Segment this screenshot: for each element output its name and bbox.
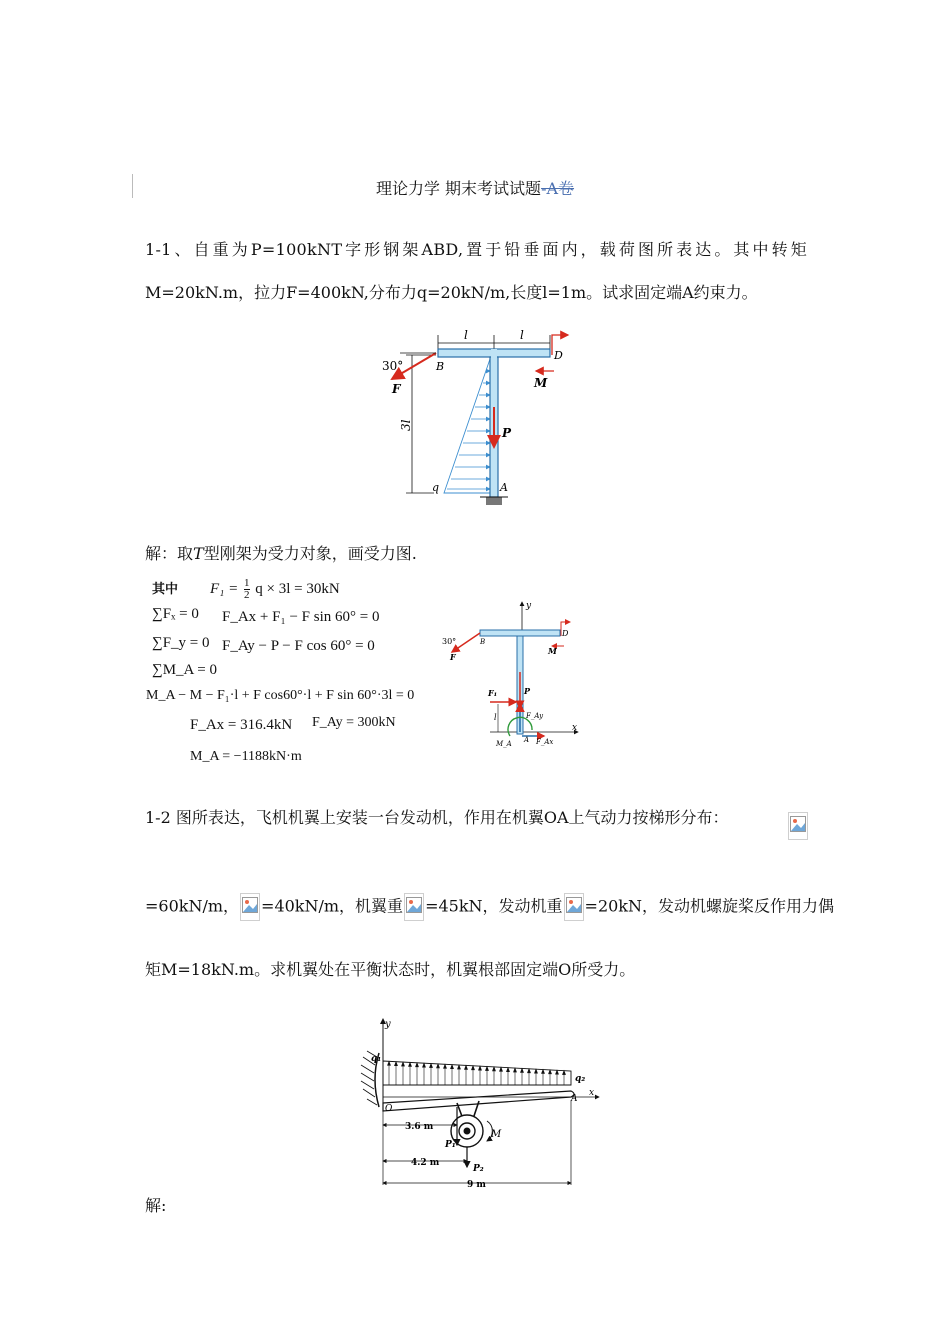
- load-arrow-head: [493, 1067, 496, 1071]
- label-q: q: [432, 481, 440, 494]
- wing-d2: 4.2 m: [411, 1158, 440, 1168]
- problem2-line2: =60kN/m， =40kN/m，机翼重 =45kN，发动机重 =20kN，发动机螺旋桨反作用力偶: [145, 893, 825, 921]
- label-angle: 30°: [382, 359, 404, 373]
- free-body-diagram: [440, 596, 586, 756]
- fbd-y: y: [526, 601, 532, 611]
- load-arrow-head: [423, 1063, 426, 1067]
- fbd-A: A: [524, 736, 530, 744]
- fbd-x: x: [572, 723, 578, 733]
- load-arrow-head: [416, 1063, 419, 1067]
- eq-f1: F₁ = $\frac{1}{2}$ q × 3l = 30kN: [210, 577, 340, 601]
- dim-3l: 3l: [399, 419, 413, 431]
- fbd-FAx: F_Ax: [536, 738, 554, 746]
- label-F: F: [392, 382, 401, 396]
- struck-text: -A卷: [541, 179, 575, 198]
- load-arrow-head: [514, 1068, 517, 1072]
- load-arrow-head: [549, 1070, 552, 1074]
- eq-fy: F_Ay − P − F cos 60° = 0: [222, 638, 375, 654]
- eq-moment: M_A − M − F₁·l + F cos60°·l + F sin 60°·3l = 0: [146, 688, 415, 703]
- t-frame-figure: [370, 325, 580, 517]
- solution2: 解:: [145, 1196, 167, 1215]
- load-arrow-head: [528, 1069, 531, 1073]
- wing-y: y: [385, 1019, 391, 1030]
- load-arrow-head: [535, 1069, 538, 1073]
- load-arrows: [388, 1061, 566, 1085]
- eq-sum-fy: ∑F_y = 0: [152, 635, 210, 651]
- eq-qizhong: 其中: [152, 582, 179, 597]
- fbd-FAy: F_Ay: [526, 712, 544, 720]
- load-arrow-head: [542, 1070, 545, 1074]
- wing-q1: q₁: [371, 1054, 382, 1064]
- load-arrow-head: [451, 1065, 454, 1069]
- dim-l2: l: [520, 328, 524, 342]
- eq-sum-ma: ∑M_A = 0: [152, 662, 217, 678]
- fbd-l: l: [494, 713, 497, 722]
- wing-figure: [355, 1015, 605, 1190]
- load-arrow-head: [402, 1062, 405, 1066]
- problem1-line1: 1-1、自重为P=100kNT字形钢架ABD,置于铅垂面内，载荷图所表达。其中转矩: [145, 240, 807, 259]
- eq-fx: F_Ax + F₁ − F sin 60° = 0: [222, 609, 380, 625]
- load-arrow-head: [430, 1064, 433, 1068]
- broken-image-icon: [240, 893, 260, 921]
- fbd-MA: M_A: [496, 740, 512, 748]
- load-arrow-head: [521, 1068, 524, 1072]
- broken-image-icon: [788, 812, 808, 840]
- load-arrow-head: [563, 1071, 566, 1075]
- fbd-D: D: [562, 629, 569, 638]
- wing-P2: P₂: [473, 1164, 484, 1174]
- label-D: D: [554, 349, 563, 362]
- load-arrow-head: [409, 1062, 412, 1066]
- fbd-F: F: [450, 652, 456, 662]
- load-arrow-head: [500, 1067, 503, 1071]
- problem2-line1: 1-2 图所表达，飞机机翼上安装一台发动机，作用在机翼OA上气动力按梯形分布：: [145, 808, 729, 827]
- load-arrow-head: [486, 1067, 489, 1071]
- eq-ma: M_A = −1188kN·m: [190, 749, 302, 764]
- fbd-M: M: [548, 646, 557, 656]
- eq-fay: F_Ay = 300kN: [312, 715, 396, 730]
- eq-fax: F_Ax = 316.4kN: [190, 717, 293, 733]
- wing-O: O: [385, 1104, 393, 1114]
- dim-l1: l: [464, 328, 468, 342]
- label-B: B: [436, 360, 445, 373]
- load-arrow-head: [556, 1070, 559, 1074]
- wing-A: A: [571, 1094, 578, 1104]
- page-title: 理论力学 期末考试试题-A卷: [375, 179, 575, 198]
- wing-q2: q₂: [575, 1074, 586, 1084]
- broken-image-icon: [564, 893, 584, 921]
- load-arrow-head: [507, 1068, 510, 1072]
- eq-sum-fx: ∑Fₓ = 0: [152, 606, 199, 622]
- fbd-P: P: [524, 686, 531, 696]
- load-arrow-head: [395, 1062, 398, 1066]
- load-arrow-head: [479, 1066, 482, 1070]
- load-arrow-head: [472, 1066, 475, 1070]
- wing-d3: 9 m: [467, 1180, 486, 1190]
- wing-d1: 3.6 m: [405, 1122, 434, 1132]
- wing-M: M: [491, 1129, 502, 1140]
- wing-x: x: [589, 1088, 595, 1098]
- label-P: P: [502, 426, 512, 440]
- load-arrow-head: [388, 1061, 391, 1065]
- load-arrow-head: [465, 1065, 468, 1069]
- wing-P1: P₁: [445, 1140, 456, 1150]
- label-A: A: [500, 481, 508, 494]
- load-arrow-head: [437, 1064, 440, 1068]
- fbd-F1: F₁: [488, 688, 498, 698]
- problem1-line2: M=20kN.m，拉力F=400kN,分布力q=20kN/m,长度l=1m。试求固定端A约束力。: [145, 283, 758, 302]
- label-M: M: [534, 376, 548, 390]
- fbd-angle: 30°: [442, 637, 457, 646]
- load-arrow-head: [444, 1064, 447, 1068]
- broken-image-icon: [404, 893, 424, 921]
- load-arrow-head: [458, 1065, 461, 1069]
- problem2-line3: 矩M=18kN.m。求机翼处在平衡状态时，机翼根部固定端O所受力。: [145, 960, 636, 979]
- solution1-intro: 解：取T型刚架为受力对象，画受力图.: [145, 544, 417, 563]
- fbd-B: B: [480, 638, 486, 646]
